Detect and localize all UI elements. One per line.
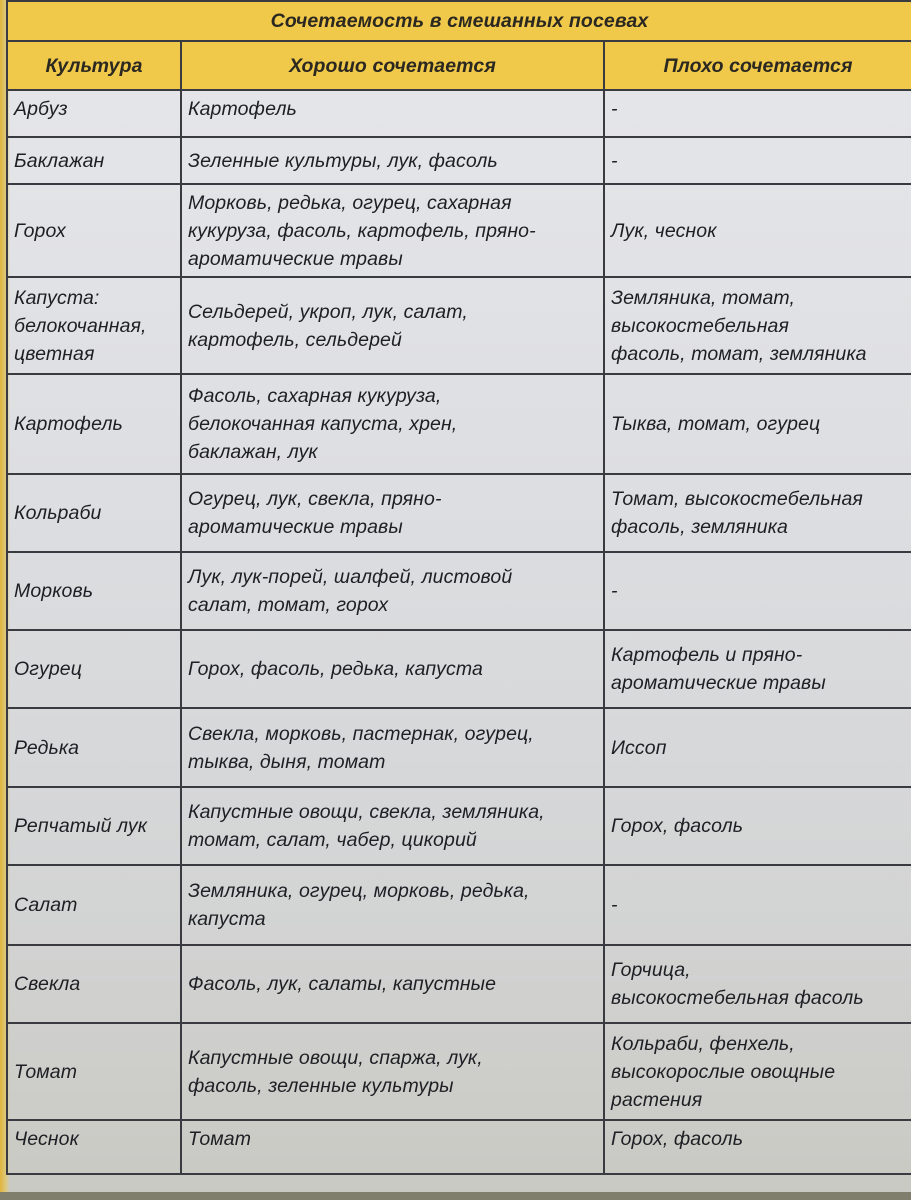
cell-line: Морковь, редька, огурец, сахарная [188,191,512,214]
cell-good [181,945,604,1023]
cell-line: Салат [14,894,78,916]
cell-bad [604,1023,911,1120]
cell-bad [604,1120,911,1174]
cell-line: салат, томат, горох [188,594,389,616]
cell-line: Морковь [14,580,94,602]
header-culture: Культура [7,41,181,90]
cell-line: томат, салат, чабер, цикорий [188,829,477,851]
table-title: Сочетаемость в смешанных посевах [7,1,911,41]
cell-line: Капустные овощи, свекла, земляника, [188,801,545,823]
cell-culture [7,945,181,1023]
cell-bad [604,865,911,945]
cell-good [181,1023,604,1120]
cell-good [181,865,604,945]
compatibility-table [6,0,911,1175]
cell-bad [604,90,911,137]
cell-line: Кольраби, фенхель, [611,1032,795,1055]
table-row [7,552,911,630]
table-body [7,90,911,1174]
page-bottom-edge [0,1192,911,1200]
cell-line: Зеленные культуры, лук, фасоль [188,149,498,172]
cell-line: высокорослые овощные [611,1060,836,1083]
cell-line: белокочанная, [14,314,147,337]
table-row [7,474,911,552]
cell-line: Горох, фасоль [611,1128,744,1150]
table-row [7,277,911,374]
cell-line: цветная [14,342,95,365]
cell-bad [604,945,911,1023]
cell-line: Горчица, [611,959,691,981]
cell-line: картофель, сельдерей [188,328,402,351]
cell-line: ароматические травы [611,672,826,694]
cell-good [181,708,604,787]
cell-culture [7,1120,181,1174]
table-row [7,708,911,787]
table-row [7,90,911,137]
cell-good [181,474,604,552]
cell-bad [604,374,911,474]
cell-line: - [611,580,618,602]
cell-culture [7,708,181,787]
cell-good [181,1120,604,1174]
cell-line: Иссоп [611,736,667,759]
cell-bad [604,708,911,787]
cell-line: фасоль, томат, земляника [611,342,867,365]
cell-line: растения [611,1088,703,1111]
cell-line: Огурец [14,658,82,680]
cell-line: Лук, лук-порей, шалфей, листовой [188,566,513,588]
table-row [7,1023,911,1120]
cell-line: Редька [14,736,80,759]
cell-line: ароматические травы [188,247,403,270]
cell-line: Арбуз [14,98,68,120]
table-row [7,374,911,474]
cell-line: Сельдерей, укроп, лук, салат, [188,300,468,323]
table-row [7,184,911,277]
cell-good [181,137,604,184]
cell-culture [7,137,181,184]
cell-line: Горох, фасоль [611,815,744,837]
cell-good [181,277,604,374]
cell-line: баклажан, лук [188,441,318,463]
cell-line: - [611,98,618,120]
cell-line: тыква, дыня, томат [188,750,386,773]
cell-bad [604,474,911,552]
cell-line: Свекла, морковь, пастернак, огурец, [188,722,534,745]
cell-line: Томат [188,1128,252,1150]
table-row [7,137,911,184]
cell-bad [604,277,911,374]
cell-line: капуста [188,908,266,930]
cell-line: кукуруза, фасоль, картофель, пряно- [188,219,536,242]
cell-line: Горох, фасоль, редька, капуста [188,658,483,680]
cell-line: Свекла [14,973,81,995]
cell-line: - [611,894,618,916]
table-row [7,865,911,945]
cell-line: Картофель и пряно- [611,644,803,666]
cell-line: Фасоль, сахарная кукуруза, [188,385,442,407]
cell-culture [7,865,181,945]
table-row [7,787,911,865]
cell-line: Лук, чеснок [611,219,717,242]
cell-culture [7,630,181,708]
cell-good [181,184,604,277]
cell-culture [7,90,181,137]
cell-line: Капустные овощи, спаржа, лук, [188,1046,483,1069]
cell-line: Картофель [188,98,297,120]
cell-good [181,90,604,137]
cell-line: Земляника, томат, [611,286,796,309]
cell-line: Баклажан [14,149,105,172]
cell-line: Кольраби [14,502,102,524]
cell-bad [604,184,911,277]
cell-good [181,630,604,708]
cell-line: Капуста: [14,286,100,309]
header-bad-compatibility: Плохо сочетается [604,41,911,90]
cell-line: Репчатый лук [14,815,148,837]
cell-bad [604,552,911,630]
cell-line: белокочанная капуста, хрен, [188,413,458,435]
cell-line: фасоль, зеленные культуры [188,1074,454,1097]
cell-culture [7,184,181,277]
cell-line: высокостебельная фасоль [611,987,864,1009]
cell-line: Томат, высокостебельная [611,488,863,510]
cell-good [181,552,604,630]
cell-culture [7,552,181,630]
cell-line: высокостебельная [611,314,790,337]
table-row [7,630,911,708]
cell-line: Фасоль, лук, салаты, капустные [188,973,497,995]
table-row [7,945,911,1023]
cell-line: Томат [14,1060,78,1083]
cell-culture [7,374,181,474]
cell-culture [7,1023,181,1120]
cell-culture [7,474,181,552]
cell-line: Чеснок [14,1128,79,1150]
cell-line: фасоль, земляника [611,516,788,538]
cell-bad [604,787,911,865]
cell-line: Земляника, огурец, морковь, редька, [188,880,530,902]
cell-good [181,787,604,865]
cell-line: Тыква, томат, огурец [611,413,821,435]
cell-culture [7,787,181,865]
header-good-compatibility: Хорошо сочетается [181,41,604,90]
cell-line: Горох [14,219,66,242]
cell-bad [604,630,911,708]
cell-line: - [611,149,618,172]
cell-line: ароматические травы [188,516,403,538]
cell-bad [604,137,911,184]
cell-line: Картофель [14,413,123,435]
cell-line: Огурец, лук, свекла, пряно- [188,488,442,510]
cell-good [181,374,604,474]
table-row [7,1120,911,1174]
cell-culture [7,277,181,374]
